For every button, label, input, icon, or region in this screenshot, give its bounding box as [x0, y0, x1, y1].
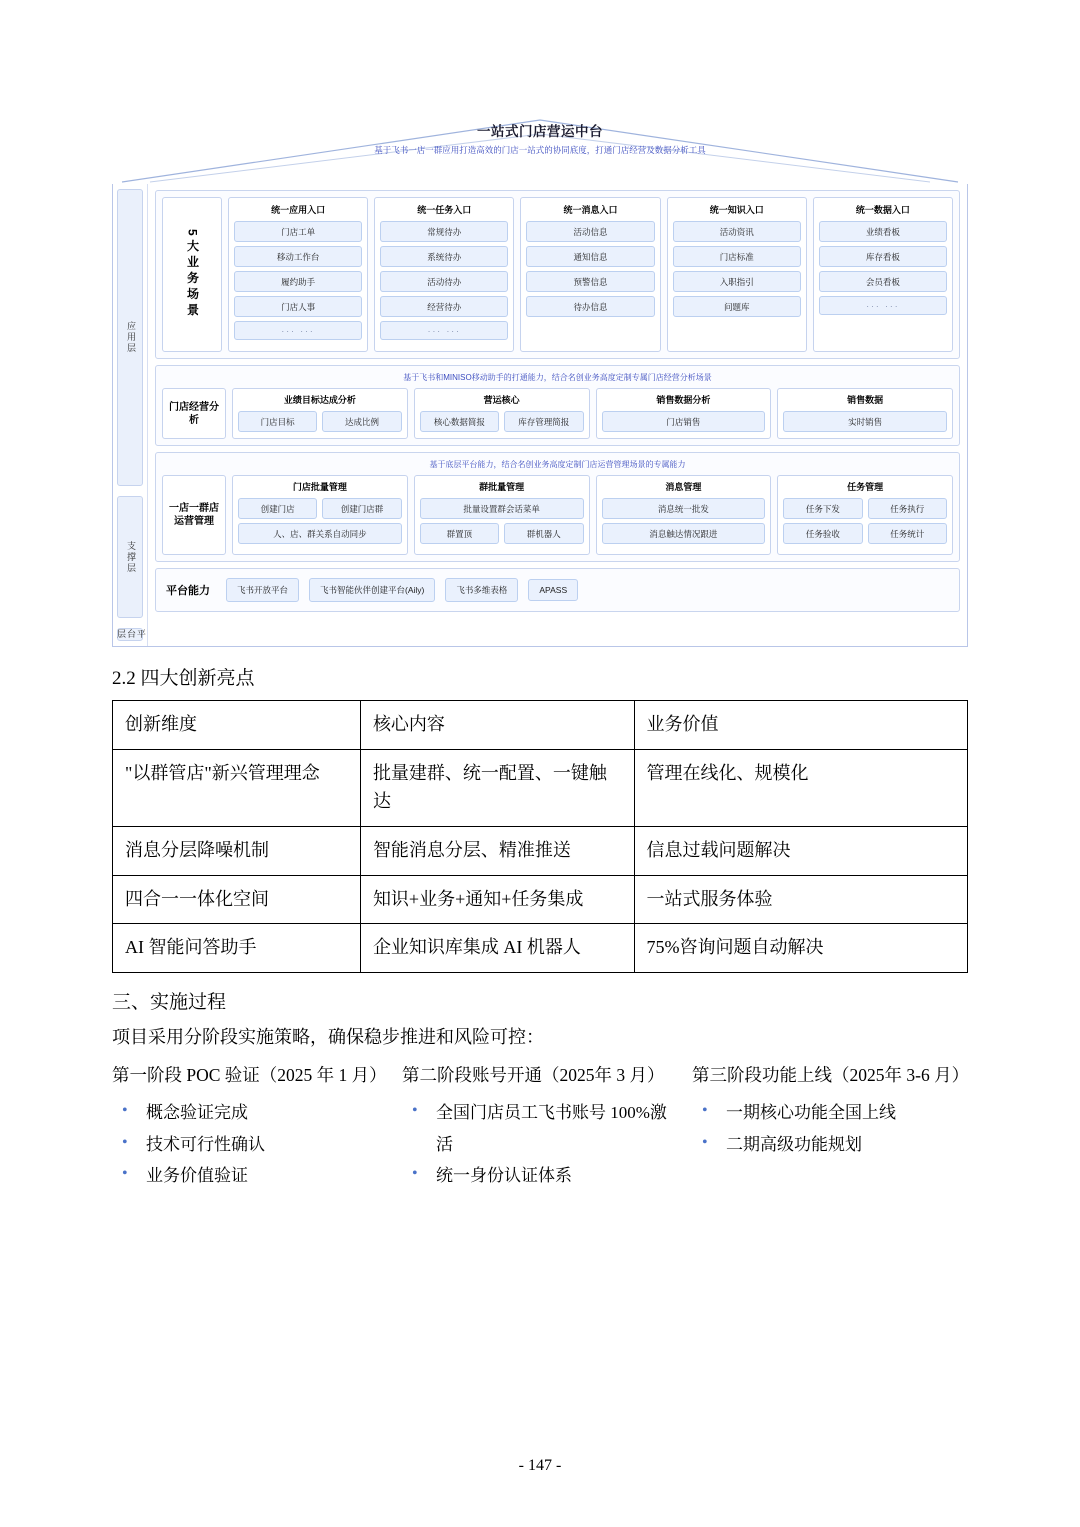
phase-columns: [112, 1061, 968, 1191]
list-item: • 业务价值验证: [112, 1160, 388, 1191]
chip[interactable]: 会员看板: [819, 271, 947, 292]
chip[interactable]: 创建门店: [238, 498, 317, 519]
chip[interactable]: 创建门店群: [322, 498, 401, 519]
table-header-cell: 核心内容: [360, 701, 634, 750]
phase-2: [402, 1061, 678, 1191]
layer-label-application: 应用层: [117, 189, 143, 486]
table-header-cell: 创新维度: [113, 701, 361, 750]
chip[interactable]: 门店销售: [602, 411, 766, 432]
list-item: • 一期核心功能全国上线: [692, 1097, 968, 1128]
chip[interactable]: 业绩看板: [819, 221, 947, 242]
chip[interactable]: 消息统一批发: [602, 498, 766, 519]
chip[interactable]: 经营待办: [380, 296, 508, 317]
chip-more[interactable]: ··· ···: [380, 321, 508, 340]
layer-labels: [113, 184, 148, 646]
list-item: • 统一身份认证体系: [402, 1160, 678, 1191]
chip-aily-platform[interactable]: 飞书智能伙伴创建平台(Aily): [309, 578, 435, 602]
platform-capability-block: [155, 568, 960, 612]
page-number: - 147 -: [518, 1457, 562, 1474]
chip[interactable]: 活动资讯: [673, 221, 801, 242]
app-column-unified-knowledge-entry: [667, 197, 807, 352]
chip[interactable]: 门店目标: [238, 411, 317, 432]
column-header: 任务管理: [847, 482, 884, 492]
diagram-title: 一站式门店营运中台: [477, 124, 603, 139]
phase-title: 第二阶段账号开通（2025年 3 月）: [402, 1065, 665, 1086]
table-cell: AI 智能问答助手: [113, 924, 361, 973]
chip[interactable]: 任务下发: [783, 498, 862, 519]
chip[interactable]: 群置顶: [420, 523, 499, 544]
app-column-unified-data-entry: [813, 197, 953, 352]
column-header: 销售数据: [847, 395, 884, 405]
list-item: • 概念验证完成: [112, 1097, 388, 1128]
chip[interactable]: 通知信息: [526, 246, 654, 267]
table-header-row: [113, 701, 968, 750]
table-cell: 管理在线化、规模化: [634, 749, 967, 826]
store-operation-block: [155, 452, 960, 562]
column-header: 统一应用入口: [271, 205, 326, 215]
chip-more[interactable]: ··· ···: [234, 321, 362, 340]
analysis-column-sales-data: [777, 388, 953, 439]
phase-title: 第一阶段 POC 验证（2025 年 1 月）: [112, 1065, 387, 1086]
intro-paragraph: 项目采用分阶段实施策略，确保稳步推进和风险可控：: [112, 1027, 544, 1048]
table-header-cell: 业务价值: [634, 701, 967, 750]
chip[interactable]: 任务执行: [868, 498, 947, 519]
table-cell: 75%咨询问题自动解决: [634, 924, 967, 973]
ops-column-group-batch: [414, 475, 590, 555]
chip[interactable]: 活动信息: [526, 221, 654, 242]
table-row: [113, 749, 968, 826]
store-analysis-label: 门店经营分析: [162, 388, 226, 439]
ops-column-store-batch: [232, 475, 408, 555]
column-header: 消息管理: [665, 482, 702, 492]
five-business-scenarios-label: 5大业务场景: [162, 197, 222, 352]
table-cell: 智能消息分层、精准推送: [360, 826, 634, 875]
table-row: [113, 924, 968, 973]
store-analysis-block: [155, 365, 960, 446]
chip[interactable]: 消息触达情况跟进: [602, 523, 766, 544]
chip[interactable]: 核心数据简报: [420, 411, 499, 432]
table-cell: 知识+业务+通知+任务集成: [360, 875, 634, 924]
chip[interactable]: 系统待办: [380, 246, 508, 267]
chip[interactable]: 待办信息: [526, 296, 654, 317]
analysis-note: 基于飞书和MINISO移动助手的打通能力，结合名创业务高度定制专属门店经营分析场景: [403, 373, 712, 382]
column-header: 统一知识入口: [709, 205, 764, 215]
chip[interactable]: 批量设置群会话菜单: [420, 498, 584, 519]
app-column-unified-task-entry: [374, 197, 514, 352]
analysis-column-target: [232, 388, 408, 439]
table-cell: 企业知识库集成 AI 机器人: [360, 924, 634, 973]
chip[interactable]: 人、店、群关系自动同步: [238, 523, 402, 544]
table-row: [113, 875, 968, 924]
ops-column-task: [777, 475, 953, 555]
chip-bitable[interactable]: 飞书多维表格: [445, 578, 518, 602]
column-header: 销售数据分析: [656, 395, 711, 405]
innovation-table: [112, 700, 968, 973]
section-title-3: 三、实施过程: [112, 992, 227, 1014]
chip[interactable]: 入职指引: [673, 271, 801, 292]
chip[interactable]: 移动工作台: [234, 246, 362, 267]
app-column-unified-app-entry: [228, 197, 368, 352]
application-scenarios-block: [155, 190, 960, 359]
diagram-subtitle: 基于飞书一店一群应用打造高效的门店一站式的协同底度，打通门店经营及数据分析工具: [374, 145, 706, 155]
chip[interactable]: 达成比例: [322, 411, 401, 432]
platform-title: 平台能力: [166, 585, 210, 597]
table-cell: 消息分层降噪机制: [113, 826, 361, 875]
column-header: 统一任务入口: [417, 205, 472, 215]
column-header: 业绩目标达成分析: [283, 395, 356, 405]
chip[interactable]: 门店工单: [234, 221, 362, 242]
phase-3: [692, 1061, 968, 1191]
chip-more[interactable]: ··· ···: [819, 296, 947, 315]
chip[interactable]: 库存看板: [819, 246, 947, 267]
chip[interactable]: 问题库: [673, 296, 801, 317]
table-cell: 信息过载问题解决: [634, 826, 967, 875]
list-item: • 二期高级功能规划: [692, 1129, 968, 1160]
chip[interactable]: 群机器人: [504, 523, 583, 544]
column-header: 统一消息入口: [563, 205, 618, 215]
layer-label-support: 支撑层: [117, 496, 143, 618]
chip[interactable]: 任务统计: [868, 523, 947, 544]
list-item: • 全国门店员工飞书账号 100%激活: [402, 1097, 678, 1160]
layer-label-platform: 平台层: [116, 629, 146, 640]
section-title-2-2: 2.2 四大创新亮点: [112, 668, 255, 689]
store-operation-label: 一店一群店运营管理: [162, 475, 226, 555]
table-cell: 批量建群、统一配置、一键触达: [360, 749, 634, 826]
chip[interactable]: 常规待办: [380, 221, 508, 242]
table-row: [113, 826, 968, 875]
ops-column-message: [596, 475, 772, 555]
chip[interactable]: 库存管理简报: [504, 411, 583, 432]
diagram-roof: [112, 114, 968, 184]
chip[interactable]: 任务验收: [783, 523, 862, 544]
column-header: 门店批量管理: [292, 482, 347, 492]
column-header: 营运核心: [483, 395, 520, 405]
analysis-column-sales-analysis: [596, 388, 772, 439]
chip[interactable]: 门店标准: [673, 246, 801, 267]
chip[interactable]: 预警信息: [526, 271, 654, 292]
analysis-column-core: [414, 388, 590, 439]
app-column-unified-message-entry: [520, 197, 660, 352]
chip-apass[interactable]: APASS: [528, 579, 578, 601]
diagram-content: [148, 184, 967, 646]
ops-note: 基于底层平台能力，结合名创业务高度定制门店运营管理场景的专属能力: [429, 460, 686, 469]
chip[interactable]: 门店人事: [234, 296, 362, 317]
table-cell: 一站式服务体验: [634, 875, 967, 924]
list-item: • 技术可行性确认: [112, 1129, 388, 1160]
table-cell: "以群管店"新兴管理理念: [113, 749, 361, 826]
architecture-diagram: [112, 114, 968, 647]
phase-title: 第三阶段功能上线（2025年 3-6 月）: [692, 1065, 970, 1086]
column-header: 统一数据入口: [855, 205, 910, 215]
phase-1: [112, 1061, 388, 1191]
column-header: 群批量管理: [479, 482, 525, 492]
chip[interactable]: 实时销售: [783, 411, 947, 432]
table-cell: 四合一一体化空间: [113, 875, 361, 924]
chip-open-platform[interactable]: 飞书开放平台: [226, 578, 299, 602]
chip[interactable]: 履约助手: [234, 271, 362, 292]
diagram-frame: [112, 184, 968, 647]
chip[interactable]: 活动待办: [380, 271, 508, 292]
